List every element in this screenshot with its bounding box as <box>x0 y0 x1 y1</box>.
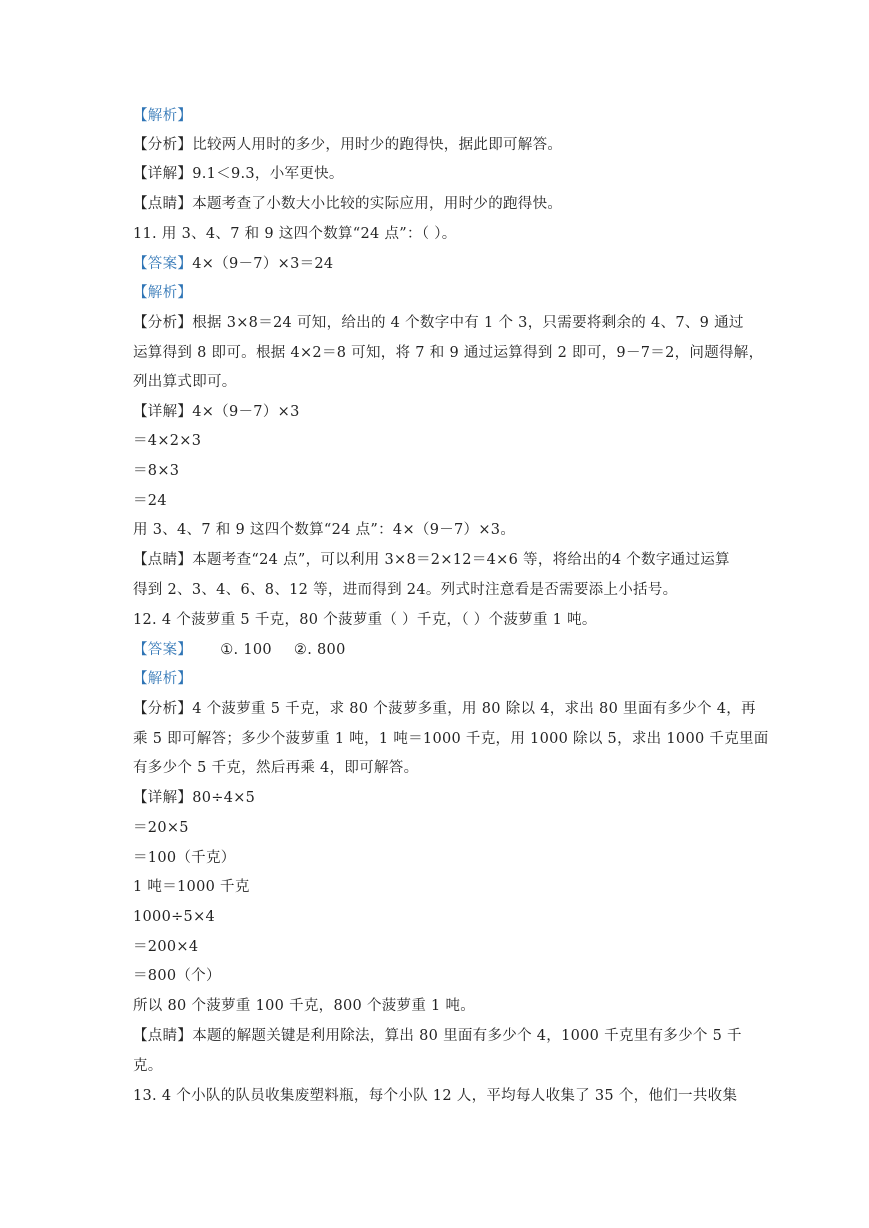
calc-line: ＝20×5 <box>133 820 189 836</box>
conclusion-line: 用 3、4、7 和 9 这四个数算“24 点”：4×（9－7）×3。 <box>133 522 516 538</box>
analysis-line: 【分析】4 个菠萝重 5 千克，求 80 个菠萝多重，用 80 除以 4，求出 80 里面有多少个 4，再 <box>133 701 756 717</box>
comment-line: 【点睛】本题考查“24 点”，可以利用 3×8＝2×12＝4×6 等，将给出的4 个数字通过运算 <box>133 552 730 568</box>
detail-line: 【详解】4×（9－7）×3 <box>133 404 300 420</box>
calc-line: 1 吨＝1000 千克 <box>133 879 250 895</box>
section-label-jiexi: 【解析】 <box>133 108 193 124</box>
section-label-jiexi: 【解析】 <box>133 285 193 301</box>
answer-part-2: ②. 800 <box>293 642 346 658</box>
question-12: 12. 4 个菠萝重 5 千克，80 个菠萝重（ ）千克，（ ）个菠萝重 1 吨。 <box>133 612 597 628</box>
question-11: 11. 用 3、4、7 和 9 这四个数算“24 点”：（ ）。 <box>133 226 457 242</box>
analysis-line: 乘 5 即可解答；多少个菠萝重 1 吨，1 吨＝1000 千克，用 1000 除以 5，求出 1000 千克里面 <box>133 731 769 747</box>
answer-text: 4×（9－7）×3＝24 <box>192 256 334 272</box>
answer-label: 【答案】 <box>133 256 193 272</box>
calc-line: ＝800（个） <box>133 968 221 984</box>
comment-line: 得到 2、3、4、6、8、12 等，进而得到 24。列式时注意看是否需要添上小括号。 <box>133 582 678 598</box>
comment-line: 克。 <box>133 1058 163 1074</box>
analysis-line: 运算得到 8 即可。根据 4×2＝8 可知，将 7 和 9 通过运算得到 2 即可，9－7＝2，问题得解， <box>133 345 764 361</box>
calc-line: ＝4×2×3 <box>133 433 202 449</box>
conclusion-line: 所以 80 个菠萝重 100 千克，800 个菠萝重 1 吨。 <box>133 998 476 1014</box>
calc-line: 1000÷5×4 <box>133 909 216 925</box>
comment-line: 【点睛】本题的解题关键是利用除法，算出 80 里面有多少个 4，1000 千克里有多少个 5 千 <box>133 1028 742 1044</box>
analysis-line: 列出算式即可。 <box>133 374 237 390</box>
answer-line <box>133 640 743 660</box>
detail-line: 【详解】80÷4×5 <box>133 790 256 806</box>
calc-line: ＝200×4 <box>133 939 199 955</box>
analysis-line: 【分析】根据 3×8＝24 可知，给出的 4 个数字中有 1 个 3，只需要将剩余的 4、7、9 通过 <box>133 315 744 331</box>
answer-part-1: ①. 100 <box>220 642 272 658</box>
answer-line <box>133 254 743 274</box>
analysis-line: 有多少个 5 千克，然后再乘 4，即可解答。 <box>133 760 419 776</box>
answer-label: 【答案】 <box>133 642 193 658</box>
calc-line: ＝100（千克） <box>133 850 236 866</box>
question-13: 13. 4 个小队的队员收集废塑料瓶，每个小队 12 人，平均每人收集了 35 个，他们一共收集 <box>133 1088 738 1104</box>
calc-line: ＝8×3 <box>133 463 180 479</box>
comment-line: 【点睛】本题考查了小数大小比较的实际应用，用时少的跑得快。 <box>133 196 563 212</box>
analysis-line: 【分析】比较两人用时的多少，用时少的跑得快，据此即可解答。 <box>133 137 563 153</box>
calc-line: ＝24 <box>133 493 167 509</box>
detail-line: 【详解】9.1＜9.3，小军更快。 <box>133 166 344 182</box>
section-label-jiexi: 【解析】 <box>133 671 193 687</box>
